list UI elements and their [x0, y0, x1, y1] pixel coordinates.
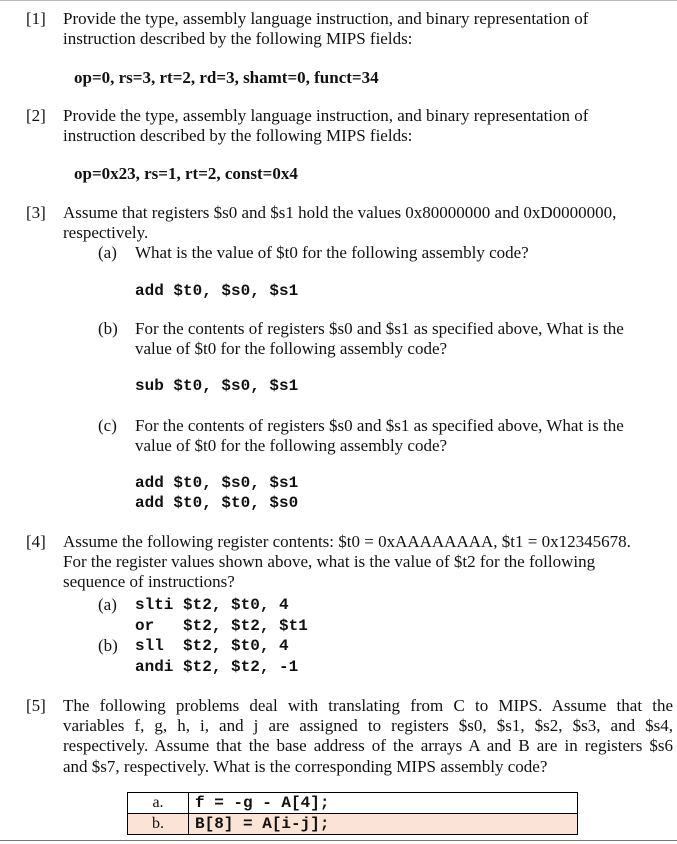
q5-number: [5] — [26, 696, 46, 715]
table-row-code: B[8] = A[i-j]; — [189, 814, 578, 835]
q4-number: [4] — [26, 532, 46, 551]
q3b-code-line1: sub $t0, $s0, $s1 — [135, 377, 299, 395]
q4b-code-line2: andi $t2, $t2, -1 — [135, 658, 299, 676]
bottom-divider — [0, 840, 677, 841]
q5-text-line3: respectively. Assume that the base address of the arrays A and B are in registers $s6 — [63, 736, 673, 755]
q4-text-line3: sequence of instructions? — [63, 572, 235, 591]
q3b-label: (b) — [98, 319, 118, 338]
q3c-code-line2: add $t0, $t0, $s0 — [135, 494, 299, 512]
q2-number: [2] — [26, 106, 46, 125]
q4b-label: (b) — [98, 636, 118, 655]
q4-text-line1: Assume the following register contents: $t0 = 0xAAAAAAAA, $t1 = 0x12345678. — [63, 532, 631, 551]
q3-text-line2: respectively. — [63, 223, 149, 242]
q4a-code-line2: or $t2, $t2, $t1 — [135, 617, 308, 635]
q2-fields: op=0x23, rs=1, rt=2, const=0x4 — [74, 164, 298, 183]
q4a-label: (a) — [98, 595, 117, 614]
q3b-text-line1: For the contents of registers $s0 and $s1 as specified above, What is the — [135, 319, 624, 338]
q3c-code-line1: add $t0, $s0, $s1 — [135, 474, 299, 492]
q5-text-line2: variables f, g, h, i, and j are assigned to registers $s0, $s1, $s2, $s3, and $s4, — [63, 716, 673, 735]
q5-problem-table — [127, 792, 578, 835]
q3c-text-line1: For the contents of registers $s0 and $s1 as specified above, What is the — [135, 416, 624, 435]
q3-text-line1: Assume that registers $s0 and $s1 hold the values 0x80000000 and 0xD0000000, — [63, 203, 617, 222]
q4b-code-line1: sll $t2, $t0, 4 — [135, 637, 289, 655]
table-row — [128, 793, 578, 814]
q1-fields: op=0, rs=3, rt=2, rd=3, shamt=0, funct=34 — [74, 68, 379, 87]
q1-text-line1: Provide the type, assembly language instruction, and binary representation of — [63, 9, 589, 28]
q1-number: [1] — [26, 9, 46, 28]
q3-number: [3] — [26, 203, 46, 222]
table-row-label: b. — [128, 814, 189, 835]
q2-text-line1: Provide the type, assembly language instruction, and binary representation of — [63, 106, 589, 125]
q3a-text: What is the value of $t0 for the following assembly code? — [135, 243, 529, 262]
q5-text-line1: The following problems deal with translating from C to MIPS. Assume that the — [63, 696, 673, 715]
q4-text-line2: For the register values shown above, what is the value of $t2 for the following — [63, 552, 596, 571]
table-row — [128, 814, 578, 835]
q3c-label: (c) — [98, 416, 117, 435]
q1-text-line2: instruction described by the following MIPS fields: — [63, 29, 413, 48]
q3a-code-line1: add $t0, $s0, $s1 — [135, 282, 299, 300]
q2-text-line2: instruction described by the following MIPS fields: — [63, 126, 413, 145]
q4a-code-line1: slti $t2, $t0, 4 — [135, 596, 289, 614]
q3a-label: (a) — [98, 243, 117, 262]
q3c-text-line2: value of $t0 for the following assembly code? — [135, 436, 448, 455]
top-divider — [0, 0, 677, 1]
table-row-code: f = -g - A[4]; — [189, 793, 578, 814]
q3b-text-line2: value of $t0 for the following assembly code? — [135, 339, 448, 358]
q5-text-line4: and $s7, respectively. What is the corresponding MIPS assembly code? — [63, 757, 548, 776]
table-row-label: a. — [128, 793, 189, 814]
